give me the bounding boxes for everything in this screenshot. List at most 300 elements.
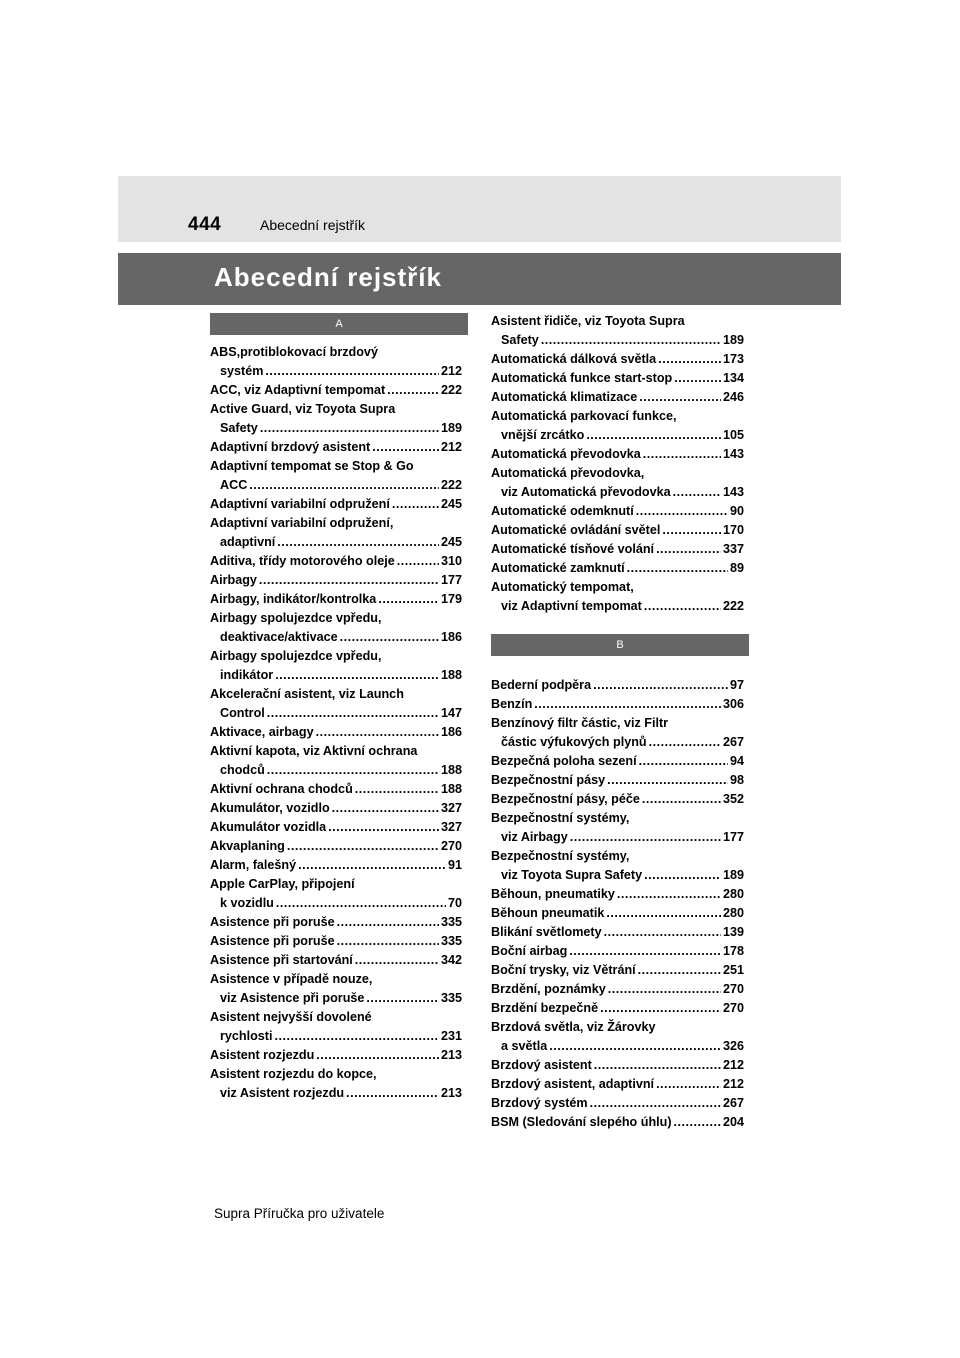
index-entry-page: 212: [722, 1058, 744, 1072]
dot-leader: [267, 761, 439, 780]
index-entry-last-line: [491, 502, 744, 521]
index-entry: [491, 923, 744, 942]
index-entry-term: viz Adaptivní tempomat: [501, 599, 642, 613]
index-entry-term-line: Asistence v případě nouze,: [210, 972, 373, 986]
dot-leader: [259, 571, 439, 590]
index-entry-last-line: [491, 1094, 744, 1113]
index-entry-page: 222: [440, 383, 462, 397]
index-entry-page: 222: [722, 599, 744, 613]
index-entry-page: 91: [447, 858, 462, 872]
index-entry: [210, 457, 462, 495]
index-entry-term: Asistence při poruše: [210, 915, 335, 929]
dot-leader: [275, 1027, 439, 1046]
dot-leader: [569, 942, 721, 961]
index-entry: [210, 837, 462, 856]
index-entry-term: Automatická klimatizace: [491, 390, 638, 404]
page-title: Abecední rejstřík: [214, 262, 442, 292]
index-entry: [210, 400, 462, 438]
index-entry-last-line: [210, 761, 462, 780]
index-entry: [210, 438, 462, 457]
index-entry: [210, 742, 462, 780]
dot-leader: [600, 999, 721, 1018]
index-entry-term: Brzdění, poznámky: [491, 982, 606, 996]
index-entry-page: 327: [440, 801, 462, 815]
index-entry-last-line: [491, 904, 744, 923]
index-entry-page: 245: [440, 535, 462, 549]
index-entry-term: viz Automatická převodovka: [501, 485, 671, 499]
dot-leader: [372, 438, 439, 457]
dot-leader: [534, 695, 721, 714]
index-entry-last-line: [210, 1084, 462, 1103]
index-entry-last-line: [491, 1037, 744, 1056]
index-entry-page: 186: [440, 725, 462, 739]
dot-leader: [346, 1084, 439, 1103]
index-entry-term: Akumulátor vozidla: [210, 820, 327, 834]
index-entry-page: 327: [440, 820, 462, 834]
dot-leader: [636, 502, 728, 521]
dot-leader: [332, 799, 439, 818]
dot-leader: [549, 1037, 721, 1056]
index-entry-page: 189: [722, 868, 744, 882]
index-entry-term: adaptivní: [220, 535, 276, 549]
index-entry: [491, 885, 744, 904]
index-entry-term-line: Adaptivní variabilní odpružení,: [210, 516, 394, 530]
index-entry-last-line: [491, 942, 744, 961]
index-entry-last-line: [491, 1113, 744, 1132]
index-entry-page: 98: [729, 773, 744, 787]
index-entry-term-line: Automatická převodovka,: [491, 466, 645, 480]
index-entry-last-line: [210, 495, 462, 514]
dot-leader: [316, 1046, 439, 1065]
index-entry-term: Běhoun pneumatik: [491, 906, 605, 920]
index-entry-page: 90: [729, 504, 744, 518]
dot-leader: [594, 1056, 721, 1075]
index-entry-term: Automatické zamknutí: [491, 561, 625, 575]
dot-leader: [275, 666, 439, 685]
index-entry: [210, 609, 462, 647]
index-entry-last-line: [491, 521, 744, 540]
index-entry-term: Airbagy, indikátor/kontrolka: [210, 592, 377, 606]
dot-leader: [265, 362, 439, 381]
index-entry-last-line: [491, 559, 744, 578]
dot-leader: [277, 533, 439, 552]
index-entry: [210, 856, 462, 875]
index-entry-page: 213: [440, 1048, 462, 1062]
index-entry: [491, 847, 744, 885]
index-entry-term-line: ABS,protiblokovací brzdový: [210, 345, 378, 359]
index-entry-last-line: [491, 771, 744, 790]
index-entry: [210, 514, 462, 552]
title-band: [118, 253, 841, 305]
index-entry: [210, 343, 462, 381]
index-entry-term: Automatické ovládání světel: [491, 523, 661, 537]
dot-leader: [658, 350, 721, 369]
index-entry-term: Automatické tísňové volání: [491, 542, 655, 556]
index-entry-term: ACC: [220, 478, 248, 492]
dot-leader: [604, 923, 721, 942]
dot-leader: [639, 752, 728, 771]
index-entry-term: Běhoun, pneumatiky: [491, 887, 615, 901]
index-entry-last-line: [210, 780, 462, 799]
index-entry: [210, 1046, 462, 1065]
index-entry-page: 94: [729, 754, 744, 768]
index-entry-term-line: Asistent rozjezdu do kopce,: [210, 1067, 377, 1081]
index-entry-term-line: Adaptivní tempomat se Stop & Go: [210, 459, 414, 473]
dot-leader: [298, 856, 446, 875]
index-entry-last-line: [491, 369, 744, 388]
index-entry-last-line: [210, 381, 462, 400]
index-entry: [491, 1075, 744, 1094]
index-entry-page: 280: [722, 906, 744, 920]
index-entry-page: 335: [440, 934, 462, 948]
index-entry-last-line: [210, 438, 462, 457]
index-entry-page: 246: [722, 390, 744, 404]
index-entry-last-line: [491, 1075, 744, 1094]
index-entry: [210, 685, 462, 723]
index-entry-page: 212: [722, 1077, 744, 1091]
index-entry-term-line: Akcelerační asistent, viz Launch: [210, 687, 404, 701]
index-entry: [491, 1094, 744, 1113]
index-entry: [210, 875, 462, 913]
index-entry-term: Brzdový asistent, adaptivní: [491, 1077, 655, 1091]
index-entry-page: 212: [440, 440, 462, 454]
index-entry: [210, 1008, 462, 1046]
index-entry-term: viz Toyota Supra Safety: [501, 868, 643, 882]
index-entry-last-line: [491, 483, 744, 502]
dot-leader: [627, 559, 728, 578]
index-entry-term: Aditiva, třídy motorového oleje: [210, 554, 395, 568]
index-column-right: [491, 312, 744, 1132]
index-entry-last-line: [210, 932, 462, 951]
index-entry-term: Bezpečnostní pásy, péče: [491, 792, 640, 806]
index-entry-page: 245: [440, 497, 462, 511]
index-entry: [491, 521, 744, 540]
index-entry-term: Safety: [220, 421, 258, 435]
index-entry-last-line: [210, 666, 462, 685]
index-entry-last-line: [210, 818, 462, 837]
index-entry: [491, 676, 744, 695]
index-entry-term-line: Apple CarPlay, připojení: [210, 877, 355, 891]
dot-leader: [397, 552, 439, 571]
index-entry-last-line: [491, 980, 744, 999]
index-entry-term: Airbagy: [210, 573, 257, 587]
dot-leader: [337, 913, 439, 932]
dot-leader: [644, 866, 721, 885]
index-entry-page: 267: [722, 735, 744, 749]
index-entry-page: 280: [722, 887, 744, 901]
index-entry: [491, 695, 744, 714]
dot-leader: [674, 1113, 721, 1132]
running-title: Abecední rejstřík: [260, 217, 366, 233]
section-header-a: A: [210, 313, 468, 335]
index-entry-term-line: Aktivní kapota, viz Aktivní ochrana: [210, 744, 418, 758]
index-entry-term: chodců: [220, 763, 265, 777]
footer-text: Supra Příručka pro uživatele: [214, 1206, 385, 1221]
index-entry-term: rychlosti: [220, 1029, 273, 1043]
dot-leader: [586, 426, 721, 445]
dot-leader: [617, 885, 721, 904]
index-entry-term: Asistence při startování: [210, 953, 353, 967]
index-entry-page: 352: [722, 792, 744, 806]
index-entry-term: viz Asistent rozjezdu: [220, 1086, 345, 1100]
index-entry-page: 177: [440, 573, 462, 587]
dot-leader: [642, 790, 721, 809]
index-entry-term: Boční airbag: [491, 944, 568, 958]
index-entry-last-line: [491, 923, 744, 942]
index-entry-last-line: [491, 350, 744, 369]
index-entry-page: 105: [722, 428, 744, 442]
index-entry-term: Aktivní ochrana chodců: [210, 782, 353, 796]
index-entry-term: ACC, viz Adaptivní tempomat: [210, 383, 386, 397]
index-entry-term: BSM (Sledování slepého úhlu): [491, 1115, 672, 1129]
index-entry: [210, 552, 462, 571]
index-entry: [491, 752, 744, 771]
index-entry-term: Bezpečná poloha sezení: [491, 754, 637, 768]
index-entry-term: Aktivace, airbagy: [210, 725, 314, 739]
dot-leader: [328, 818, 439, 837]
index-entry-page: 213: [440, 1086, 462, 1100]
index-entry-page: 134: [722, 371, 744, 385]
index-entry-last-line: [210, 723, 462, 742]
index-entry: [491, 445, 744, 464]
index-entry-term-line: Benzínový filtr částic, viz Filtr: [491, 716, 669, 730]
index-entry-page: 143: [722, 485, 744, 499]
index-entry: [491, 464, 744, 502]
dot-leader: [378, 590, 439, 609]
index-entry-page: 189: [440, 421, 462, 435]
index-entry-term: indikátor: [220, 668, 274, 682]
index-entry-term: Benzín: [491, 697, 533, 711]
index-entry-page: 204: [722, 1115, 744, 1129]
dot-leader: [656, 1075, 721, 1094]
index-entry-term: Safety: [501, 333, 539, 347]
index-entry-page: 177: [722, 830, 744, 844]
index-entry-last-line: [491, 426, 744, 445]
index-entry-last-line: [491, 961, 744, 980]
index-entry: [491, 350, 744, 369]
index-entry: [491, 809, 744, 847]
index-entry-term: Akvaplaning: [210, 839, 285, 853]
index-entry-term: Adaptivní variabilní odpružení: [210, 497, 390, 511]
index-entry-term: částic výfukových plynů: [501, 735, 647, 749]
index-entry-last-line: [491, 885, 744, 904]
index-entry-page: 89: [729, 561, 744, 575]
section-header-b: B: [491, 634, 749, 656]
index-entry-page: 178: [722, 944, 744, 958]
dot-leader: [593, 676, 728, 695]
index-entry-page: 188: [440, 782, 462, 796]
dot-leader: [355, 951, 439, 970]
index-entry: [491, 369, 744, 388]
header-band: [118, 176, 841, 242]
index-entry: [491, 1113, 744, 1132]
index-entry-term: Brzdový systém: [491, 1096, 588, 1110]
index-entry-page: 188: [440, 763, 462, 777]
dot-leader: [267, 704, 439, 723]
index-entry: [491, 771, 744, 790]
index-entry-last-line: [210, 704, 462, 723]
index-entry: [491, 407, 744, 445]
index-entry-term: systém: [220, 364, 264, 378]
index-group-a-continued: [491, 312, 744, 616]
index-entry-last-line: [210, 951, 462, 970]
index-entry-last-line: [491, 695, 744, 714]
index-entry-last-line: [210, 590, 462, 609]
dot-leader: [606, 904, 721, 923]
index-entry-page: 326: [722, 1039, 744, 1053]
index-entry-term: Automatická funkce start-stop: [491, 371, 673, 385]
index-entry-term: Asistence při poruše: [210, 934, 335, 948]
index-entry: [210, 970, 462, 1008]
index-entry-page: 337: [722, 542, 744, 556]
page-number: 444: [188, 214, 222, 235]
index-entry: [491, 904, 744, 923]
index-entry-last-line: [491, 331, 744, 350]
dot-leader: [674, 369, 721, 388]
dot-leader: [608, 980, 721, 999]
index-entry-last-line: [210, 552, 462, 571]
dot-leader: [662, 521, 721, 540]
index-entry-page: 189: [722, 333, 744, 347]
index-entry: [491, 312, 744, 350]
index-entry-last-line: [491, 1056, 744, 1075]
index-entry: [210, 780, 462, 799]
index-entry-page: 186: [440, 630, 462, 644]
index-entry-page: 270: [440, 839, 462, 853]
index-entry-term: Asistent rozjezdu: [210, 1048, 315, 1062]
index-entry-last-line: [210, 1046, 462, 1065]
index-entry: [210, 818, 462, 837]
index-entry-page: 97: [729, 678, 744, 692]
index-entry-term: Adaptivní brzdový asistent: [210, 440, 371, 454]
dot-leader: [355, 780, 439, 799]
index-entry: [491, 961, 744, 980]
dot-leader: [316, 723, 439, 742]
index-entry-page: 139: [722, 925, 744, 939]
index-entry-term-line: Bezpečnostní systémy,: [491, 849, 630, 863]
index-entry-last-line: [210, 894, 462, 913]
dot-leader: [276, 894, 446, 913]
dot-leader: [249, 476, 439, 495]
index-entry-term: Akumulátor, vozidlo: [210, 801, 330, 815]
dot-leader: [287, 837, 439, 856]
index-entry-page: 267: [722, 1096, 744, 1110]
index-entry-last-line: [491, 388, 744, 407]
dot-leader: [387, 381, 439, 400]
index-entry: [491, 1056, 744, 1075]
index-entry-page: 335: [440, 991, 462, 1005]
dot-leader: [337, 932, 439, 951]
dot-leader: [340, 628, 439, 647]
index-entry: [210, 723, 462, 742]
index-entry-last-line: [210, 856, 462, 875]
index-entry-term: k vozidlu: [220, 896, 274, 910]
index-entry-page: 335: [440, 915, 462, 929]
index-entry-term-line: Airbagy spolujezdce vpředu,: [210, 649, 382, 663]
index-entry-last-line: [210, 799, 462, 818]
index-entry-term: deaktivace/aktivace: [220, 630, 338, 644]
index-entry-term: Bederní podpěra: [491, 678, 592, 692]
index-entry-term: Brzdový asistent: [491, 1058, 592, 1072]
index-entry: [491, 1018, 744, 1056]
index-entry-last-line: [491, 752, 744, 771]
dot-leader: [643, 445, 721, 464]
index-entry-page: 306: [722, 697, 744, 711]
index-entry-term: Automatická dálková světla: [491, 352, 657, 366]
index-entry-term: Automatická převodovka: [491, 447, 641, 461]
index-entry-page: 147: [440, 706, 462, 720]
index-entry: [491, 999, 744, 1018]
index-entry-page: 179: [440, 592, 462, 606]
index-entry-page: 270: [722, 982, 744, 996]
dot-leader: [673, 483, 721, 502]
dot-leader: [638, 961, 721, 980]
index-entry-page: 251: [722, 963, 744, 977]
index-entry-last-line: [491, 790, 744, 809]
index-entry-page: 222: [440, 478, 462, 492]
index-entry-term: Blikání světlomety: [491, 925, 602, 939]
index-entry-last-line: [491, 828, 744, 847]
index-entry: [491, 980, 744, 999]
dot-leader: [366, 989, 439, 1008]
index-entry-last-line: [210, 989, 462, 1008]
index-entry: [491, 790, 744, 809]
index-entry-last-line: [491, 999, 744, 1018]
index-group-b: [491, 676, 744, 1132]
index-entry: [491, 502, 744, 521]
index-entry-term-line: Asistent nejvyšší dovolené: [210, 1010, 372, 1024]
index-entry: [491, 388, 744, 407]
dot-leader: [656, 540, 721, 559]
index-entry-last-line: [491, 866, 744, 885]
index-entry-term: Bezpečnostní pásy: [491, 773, 606, 787]
index-entry-last-line: [210, 476, 462, 495]
index-entry-page: 270: [722, 1001, 744, 1015]
index-entry-page: 188: [440, 668, 462, 682]
dot-leader: [644, 597, 721, 616]
index-entry: [491, 714, 744, 752]
index-entry-last-line: [210, 913, 462, 932]
index-entry-term-line: Automatický tempomat,: [491, 580, 634, 594]
index-entry-term: Control: [220, 706, 265, 720]
index-entry-last-line: [210, 362, 462, 381]
index-entry-term-line: Airbagy spolujezdce vpředu,: [210, 611, 382, 625]
index-entry-term: viz Asistence při poruše: [220, 991, 365, 1005]
index-entry-last-line: [491, 597, 744, 616]
index-entry-term-line: Brzdová světla, viz Žárovky: [491, 1020, 656, 1034]
index-entry: [210, 381, 462, 400]
index-entry: [210, 932, 462, 951]
index-entry-page: 170: [722, 523, 744, 537]
index-entry: [210, 571, 462, 590]
index-entry: [210, 590, 462, 609]
index-entry: [210, 495, 462, 514]
dot-leader: [607, 771, 728, 790]
index-entry-page: 173: [722, 352, 744, 366]
index-entry-last-line: [210, 837, 462, 856]
index-entry-term: a světla: [501, 1039, 548, 1053]
index-entry-term: Boční trysky, viz Větrání: [491, 963, 636, 977]
index-entry: [491, 559, 744, 578]
index-entry-term: viz Airbagy: [501, 830, 568, 844]
index-entry-term-line: Active Guard, viz Toyota Supra: [210, 402, 396, 416]
dot-leader: [639, 388, 721, 407]
index-entry: [210, 799, 462, 818]
index-entry-page: 310: [440, 554, 462, 568]
index-entry-page: 231: [440, 1029, 462, 1043]
index-entry-term: vnější zrcátko: [501, 428, 585, 442]
index-entry-last-line: [210, 571, 462, 590]
